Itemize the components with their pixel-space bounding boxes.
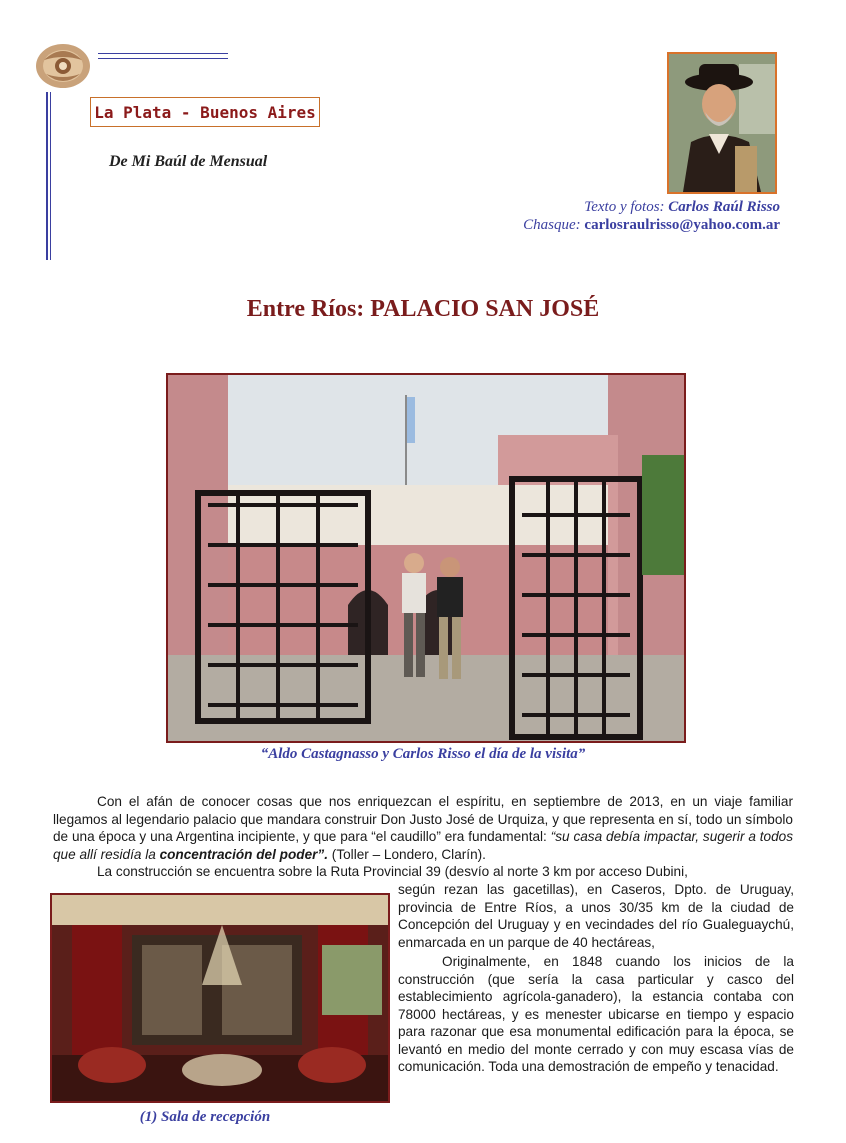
location-rest: según rezan las gacetillas), en Caseros, Dpto. de Uruguay, provincia de Entre Ríos, a unos 30/35 km de la ciudad de Concepción del Uruguay y en vecindades del río Gualeguaychú, enmarcada en un parque de 40 hectáreas,: [398, 882, 794, 950]
photo-caption: “Aldo Castagnasso y Carlos Risso el día de la visita”: [260, 746, 586, 762]
author-portrait: [667, 52, 777, 194]
contact-email[interactable]: carlosraulrisso@yahoo.com.ar: [584, 217, 780, 233]
intro-source: (Toller – Londero, Clarín).: [331, 846, 486, 862]
origins-text: Originalmente, en 1848 cuando los inicios de la construcción (que sería la casa particular y casco del establecimiento agrícola-ganadero), la estancia contaba con 78000 hectáreas, y es menester ubicarse en tiempo y espacio para razonar que esa monumental edificación para la época, se levantó en medio del monte cerrado y con muy escasa vías de comunicación. Toda una demostración de empeño y tenacidad.: [398, 954, 794, 1074]
flower-logo-icon: [34, 40, 92, 90]
article-column: [398, 881, 794, 1076]
intro-quote: “su casa debía impactar, sugerir a todos que allí residía la: [53, 829, 794, 862]
paragraph-intro: [53, 793, 793, 863]
reception-room-caption: (1) Sala de recepción: [139, 1109, 271, 1125]
palace-gate-photo: [166, 373, 686, 743]
side-rule: [50, 92, 51, 260]
location-label: La Plata - Buenos Aires: [90, 97, 320, 127]
section-title: De Mi Baúl de Mensual: [109, 153, 268, 170]
article-title: Entre Ríos: PALACIO SAN JOSÉ: [246, 296, 600, 322]
location-first-text: La construcción se encuentra sobre la Ruta Provincial 39 (desvío al norte 3 km por acceso Dubini,: [97, 864, 688, 879]
author-name: Carlos Raúl Risso: [668, 199, 780, 215]
reception-room-photo: [50, 893, 390, 1103]
intro-text: Con el afán de conocer cosas que nos enriquezcan el espíritu, en septiembre de 2013, en un viaje familiar llegamos al legendario palacio que mandara construir Don Justo José de Urquiza, y que representa en sí, todo un símbolo de una época y una Argentina incipiente, y que para “el caudillo” era fundamental:: [53, 794, 793, 844]
side-rule: [46, 92, 48, 260]
header-rule: [98, 58, 228, 59]
credit-line: [523, 198, 780, 216]
contact-label: Chasque:: [523, 217, 581, 233]
header-rule: [98, 53, 228, 54]
paragraph-origins: [398, 953, 794, 1076]
intro-quote-bold: concentración del poder”.: [159, 846, 329, 862]
credits-block: [523, 198, 780, 234]
contact-line: [523, 216, 780, 234]
paragraph-location-first-line: [53, 863, 793, 881]
credit-label: Texto y fotos:: [584, 199, 665, 215]
